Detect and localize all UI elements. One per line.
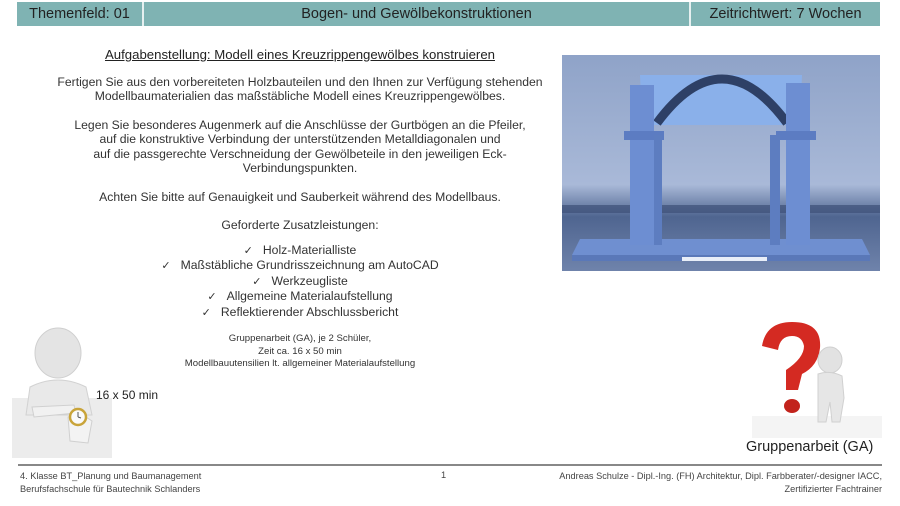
list-item-label: Allgemeine Materialaufstellung — [226, 289, 393, 303]
checkmark-icon: ✓ — [207, 291, 217, 303]
text-line: auf die passgerechte Verschneidung der Gewölbeteile in den jeweiligen Eck-Verbindungspunkten. — [93, 146, 507, 175]
text-line: Modellbaumaterialien das maßstäbliche Modell eines Kreuzrippengewölbes. — [94, 89, 506, 103]
task-title: Aufgabenstellung: Modell eines Kreuzrippengewölbes konstruieren — [104, 47, 495, 62]
text-line: Fertigen Sie aus den vorbereiteten Holzbauteilen und den Ihnen zur Verfügung stehenden — [57, 74, 543, 89]
list-item-label: Maßstäbliche Grundrisszeichnung am AutoCAD — [180, 258, 439, 272]
list-item-label: Reflektierender Abschlussbericht — [220, 304, 399, 319]
extras-list — [40, 243, 560, 321]
text-line: auf die konstruktive Verbindung der unterstützenden Metalldiagonalen und — [99, 132, 501, 146]
page-number: 1 — [441, 470, 447, 480]
group-work-info — [150, 333, 450, 371]
text-line: Modellbauutensilien lt. allgemeiner Materialaufstellung — [184, 358, 416, 369]
checkmark-icon: ✓ — [252, 275, 262, 288]
text-line: Gruppenarbeit (GA), je 2 Schüler, — [228, 333, 372, 344]
list-item — [40, 305, 560, 321]
list-item — [40, 243, 560, 259]
task-paragraph-2 — [40, 118, 560, 176]
task-paragraph-1 — [40, 75, 560, 104]
duration-label: Zeitrichtwert: 7 Wochen — [689, 2, 880, 26]
list-item — [40, 289, 560, 305]
checkmark-icon: ✓ — [243, 244, 253, 257]
footer-divider — [18, 464, 882, 466]
footer-school: Berufsfachschule für Bautechnik Schlanders — [20, 484, 201, 494]
task-description — [40, 48, 560, 320]
question-mark-figure-illustration — [752, 318, 882, 438]
footer-author: Andreas Schulze - Dipl.-Ing. (FH) Architektur, Dipl. Farbberater/-designer IACC, — [559, 471, 882, 481]
text-line: Legen Sie besonderes Augenmerk auf die Anschlüsse der Gurtbögen an die Pfeiler, — [74, 117, 526, 132]
header-bar — [17, 2, 880, 26]
timer-label: 16 x 50 min — [96, 388, 159, 402]
list-item-label: Holz-Materialliste — [262, 242, 357, 257]
group-work-label: Gruppenarbeit (GA) — [746, 439, 874, 455]
footer-author-info — [559, 470, 882, 496]
extras-heading: Geforderte Zusatzleistungen: — [221, 218, 379, 232]
list-item — [40, 274, 560, 290]
themenfeld-label: Themenfeld: 01 — [17, 2, 142, 26]
vault-model-photo — [562, 55, 880, 271]
footer-certification: Zertifizierter Fachtrainer — [784, 484, 882, 494]
footer-class: 4. Klasse BT_Planung und Baumanagement — [20, 471, 202, 481]
task-paragraph-3: Achten Sie bitte auf Genauigkeit und Sauberkeit während des Modellbaus. — [99, 189, 501, 204]
topic-title: Bogen- und Gewölbekonstruktionen — [142, 2, 689, 26]
footer-course-info — [20, 470, 201, 496]
list-item — [40, 258, 560, 274]
checkmark-icon: ✓ — [161, 260, 171, 272]
text-line: Zeit ca. 16 x 50 min — [258, 345, 342, 357]
checkmark-icon: ✓ — [201, 306, 211, 319]
list-item-label: Werkzeugliste — [271, 273, 348, 288]
